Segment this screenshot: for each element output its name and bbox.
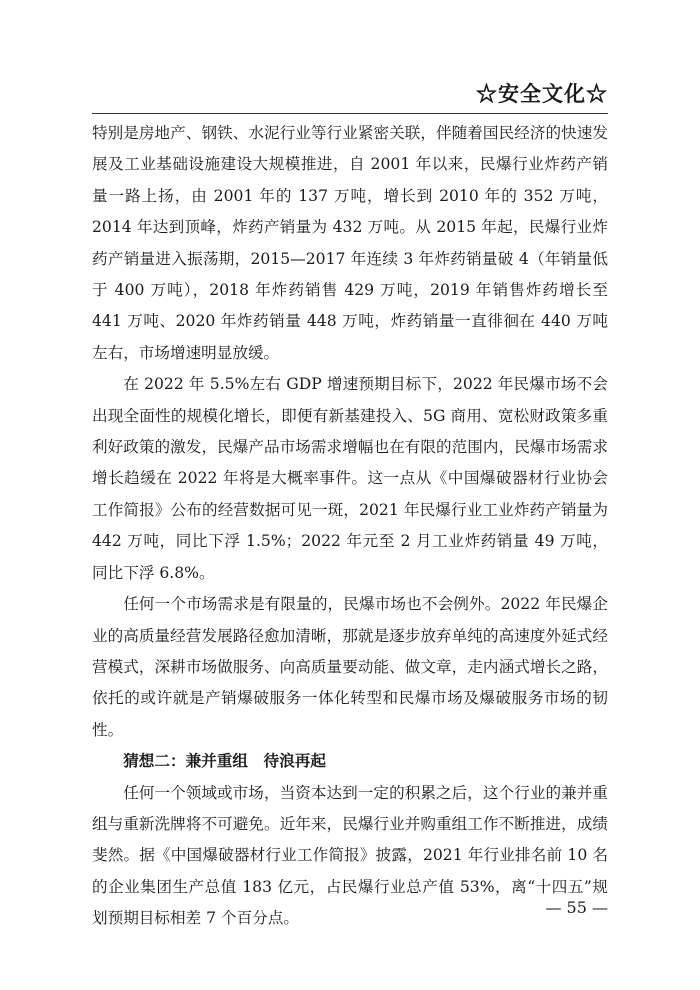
paragraph-4: 任何一个领域或市场，当资本达到一定的积累之后，这个行业的兼并重组与重新洗牌将不可避免。近年来，民爆行业并购重组工作不断推进，成绩斐然。据《中国爆破器材行业工作简报》披露，2021 年行业排名前 10 名的企业集团生产总值 183 亿元，占民爆行业总产值 53%，离“十四五”规划预期目标相差 7 个百分点。: [92, 783, 608, 928]
article-body: [92, 118, 608, 935]
page-number: — 55 —: [545, 898, 608, 917]
header-divider: [92, 113, 608, 114]
paragraph-2: 在 2022 年 5.5%左右 GDP 增速预期目标下，2022 年民爆市场不会出现全面性的规模化增长，即便有新基建投入、5G 商用、宽松财政策多重利好政策的激发，民爆产品市场需求增幅也在有限的范围内，民爆市场需求增长趋缓在 2022 年将是大概率事件。这一点从《中国爆破器材行业协会工作简报》公布的经营数据可见一斑，2021 年民爆行业工业炸药产销量为 442 万吨，同比下浮 1.5%；2022 年元至 2 月工业炸药销量 49 万吨，同比下浮 6.8%。: [92, 375, 608, 582]
paragraph-3: 任何一个市场需求是有限量的，民爆市场也不会例外。2022 年民爆企业的高质量经营发展路径愈加清晰，那就是逐步放弃单纯的高速度外延式经营模式，深耕市场做服务、向高质量要动能、做文章，走内涵式增长之路，依托的或许就是产销爆破服务一体化转型和民爆市场及爆破服务市场的韧性。: [92, 595, 608, 739]
page-header-title: ☆安全文化☆: [476, 81, 608, 106]
section-heading: 猜想二：兼并重组 待浪再起: [123, 752, 326, 771]
paragraph-1: 特别是房地产、钢铁、水泥行业等行业紧密关联，伴随着国民经济的快速发展及工业基础设施建设大规模推进，自 2001 年以来，民爆行业炸药产销量一路上扬，由 2001 年的 137 万吨，增长到 2010 年的 352 万吨，2014 年达到顶峰，炸药产销量为 432 万吨。从 2015 年起，民爆行业炸药产销量进入振荡期，2015—2017 年连续 3 年炸药销量破 4（年销量低于 400 万吨），2018 年炸药销售 429 万吨，2019 年销售炸药增长至 441 万吨、2020 年炸药销量 448 万吨，炸药销量一直徘徊在 440 万吨左右，市场增速明显放缓。: [92, 124, 608, 362]
